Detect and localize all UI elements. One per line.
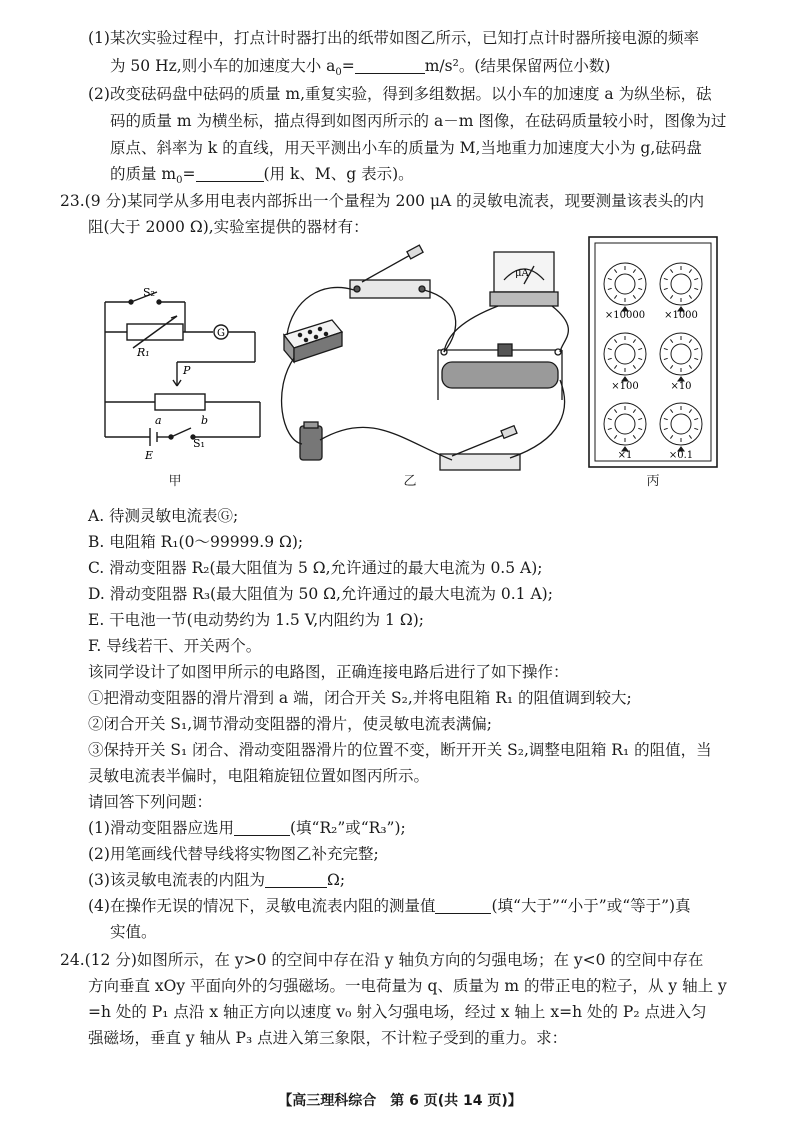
item-f: F. 导线若干、开关两个。 xyxy=(88,637,262,655)
dial-tick xyxy=(608,358,612,359)
dial-tick xyxy=(608,428,612,429)
dial-knob xyxy=(615,274,635,294)
label-r1: R₁ xyxy=(137,346,150,359)
op-3-line2: 灵敏电流表半偏时，电阻箱旋钮位置如图丙所示。 xyxy=(88,767,430,785)
dial-tick xyxy=(694,348,698,349)
dial-tick xyxy=(664,358,668,359)
q24-line3: =h 处的 P₁ 点沿 x 轴正方向以速度 v₀ 射入匀强电场，经过 x 轴上 x=h 处的 P₂ 点进入匀 xyxy=(88,1003,707,1021)
dial-tick xyxy=(670,435,672,438)
q22-part1-line1: (1)某次实验过程中，打点计时器打出的纸带如图乙所示，已知打点计时器所接电源的频率 xyxy=(88,29,699,47)
dial-tick xyxy=(638,348,642,349)
dial-tick xyxy=(689,365,691,368)
dial-tick xyxy=(638,358,642,359)
caption-jia: 甲 xyxy=(168,474,182,489)
q22-part2-line2: 码的质量 m 为横坐标，描点得到如图丙所示的 a－m 图像，在砝码质量较小时，图像为过 xyxy=(110,112,727,130)
dial-tick xyxy=(614,269,616,272)
dial-label-3: ×100 xyxy=(611,381,639,392)
q23-answer-4: (4)在操作无误的情况下，灵敏电流表内阻的测量值 (填“大于”“小于”或“等于”)真 xyxy=(88,897,691,915)
dial-tick xyxy=(664,428,668,429)
dial-tick xyxy=(689,339,691,342)
dial-tick xyxy=(694,418,698,419)
dial-tick xyxy=(689,409,691,412)
dial-tick xyxy=(638,288,642,289)
op-3-line1: ③保持开关 S₁ 闭合、滑动变阻器滑片的位置不变，断开开关 S₂,调整电阻箱 R₁ 的阻值，当 xyxy=(88,741,712,759)
label-a: a xyxy=(155,414,162,427)
dial-tick xyxy=(664,278,668,279)
dial-tick xyxy=(670,339,672,342)
caption-bing: 丙 xyxy=(646,474,660,489)
dial-knob xyxy=(615,414,635,434)
q22-part2-line4: 的质量 $m_0=$ (用 k、M、g 表示)。 xyxy=(110,165,414,187)
dial-label-4: ×10 xyxy=(670,381,692,392)
dial-tick xyxy=(614,339,616,342)
q24-line4: 强磁场，垂直 y 轴从 P₃ 点进入第三象限，不计粒子受到的重力。求： xyxy=(88,1029,568,1047)
item-d: D. 滑动变阻器 R₃(最大阻值为 50 Ω,允许通过的最大电流为 0.1 A); xyxy=(88,585,553,603)
dial-tick xyxy=(694,358,698,359)
dial-tick xyxy=(664,418,668,419)
dial-box xyxy=(588,236,718,468)
q22-part2-line1: (2)改变砝码盘中砝码的质量 m,重复实验，得到多组数据。以小车的加速度 a 为纵坐标，砝 xyxy=(88,85,712,103)
dial-tick xyxy=(694,278,698,279)
dial-knob xyxy=(671,274,691,294)
q22-part1-line2: 为 50 Hz,则小车的加速度大小 $a_0= m/s^2$。(结果保留两位小数) xyxy=(110,57,611,79)
label-s2: S₂ xyxy=(143,286,155,299)
dial-tick xyxy=(670,365,672,368)
apparatus-figure xyxy=(262,240,582,475)
dial-knob xyxy=(615,344,635,364)
q23-answer-1: (1)滑动变阻器应选用 (填“R₂”或“R₃”); xyxy=(88,819,406,837)
page-footer: 【高三理科综合 第 6 页(共 14 页)】 xyxy=(278,1093,522,1109)
dial-tick xyxy=(633,435,635,438)
dial-tick xyxy=(689,269,691,272)
dial-tick xyxy=(670,269,672,272)
dial-tick xyxy=(608,348,612,349)
dial-tick xyxy=(638,278,642,279)
q23-answer-3: (3)该灵敏电流表的内阻为 Ω; xyxy=(88,871,346,889)
dial-label-5: ×1 xyxy=(617,450,633,461)
op-1: ①把滑动变阻器的滑片滑到 a 端，闭合开关 S₂,并将电阻箱 R₁ 的阻值调到较大; xyxy=(88,689,632,707)
label-e: E xyxy=(145,449,154,462)
item-a: A. 待测灵敏电流表Ⓖ; xyxy=(88,507,239,525)
dial-tick xyxy=(614,409,616,412)
dial-knob xyxy=(671,344,691,364)
item-e: E. 干电池一节(电动势约为 1.5 V,内阻约为 1 Ω); xyxy=(88,611,424,629)
dial-tick xyxy=(614,295,616,298)
dial-tick xyxy=(664,348,668,349)
op-2: ②闭合开关 S₁,调节滑动变阻器的滑片，使灵敏电流表满偏; xyxy=(88,715,492,733)
dial-tick xyxy=(694,288,698,289)
dial-tick xyxy=(633,269,635,272)
label-g: G xyxy=(217,328,225,339)
label-b: b xyxy=(201,414,209,427)
dial-tick xyxy=(670,409,672,412)
item-b: B. 电阻箱 R₁(0～99999.9 Ω); xyxy=(88,533,304,551)
meter-label: μA xyxy=(515,268,529,279)
answer-blank-5[interactable] xyxy=(435,897,491,914)
dial-tick xyxy=(664,288,668,289)
dial-tick xyxy=(608,288,612,289)
caption-yi: 乙 xyxy=(403,474,417,489)
dial-knob xyxy=(671,414,691,434)
q24-line1: 24.(12 分)如图所示，在 y>0 的空间中存在沿 y 轴负方向的匀强电场；在 y<0 的空间中存在 xyxy=(60,951,704,969)
answer-blank-3[interactable] xyxy=(234,819,290,836)
dial-label-1: ×10000 xyxy=(604,310,646,321)
dial-tick xyxy=(608,278,612,279)
q23-intro-line1: 23.(9 分)某同学从多用电表内部拆出一个量程为 200 μA 的灵敏电流表，现要测量该表头的内 xyxy=(60,192,705,210)
dial-label-2: ×1000 xyxy=(664,310,698,321)
circuit-diagram xyxy=(95,282,275,462)
dial-tick xyxy=(608,418,612,419)
dial-tick xyxy=(638,418,642,419)
dial-tick xyxy=(633,409,635,412)
q22-part2-line3: 原点、斜率为 k 的直线，用天平测出小车的质量为 M,当地重力加速度大小为 g,砝码盘 xyxy=(110,139,702,157)
dial-tick xyxy=(633,339,635,342)
label-s1: S₁ xyxy=(193,437,205,450)
dial-tick xyxy=(670,295,672,298)
dial-tick xyxy=(694,428,698,429)
ask: 请回答下列问题： xyxy=(88,793,213,811)
q24-line2: 方向垂直 xOy 平面向外的匀强磁场。一电荷量为 q、质量为 m 的带正电的粒子，从 y 轴上 y xyxy=(88,977,727,995)
q23-intro-line2: 阻(大于 2000 Ω),实验室提供的器材有： xyxy=(88,218,369,236)
answer-blank-1[interactable] xyxy=(355,57,425,74)
dial-tick xyxy=(689,435,691,438)
answer-blank-2[interactable] xyxy=(196,165,264,182)
ops-intro: 该同学设计了如图甲所示的电路图，正确连接电路后进行了如下操作： xyxy=(88,663,569,681)
dial-tick xyxy=(614,435,616,438)
item-c: C. 滑动变阻器 R₂(最大阻值为 5 Ω,允许通过的最大电流为 0.5 A); xyxy=(88,559,543,577)
dial-tick xyxy=(638,428,642,429)
answer-blank-4[interactable] xyxy=(265,871,327,888)
dial-tick xyxy=(689,295,691,298)
dial-tick xyxy=(633,365,635,368)
dial-tick xyxy=(614,365,616,368)
q23-answer-2: (2)用笔画线代替导线将实物图乙补充完整; xyxy=(88,845,379,863)
label-p: P xyxy=(183,364,191,377)
dial-label-6: ×0.1 xyxy=(668,450,694,461)
dial-tick xyxy=(633,295,635,298)
q23-answer-4-line2: 实值。 xyxy=(110,923,157,941)
